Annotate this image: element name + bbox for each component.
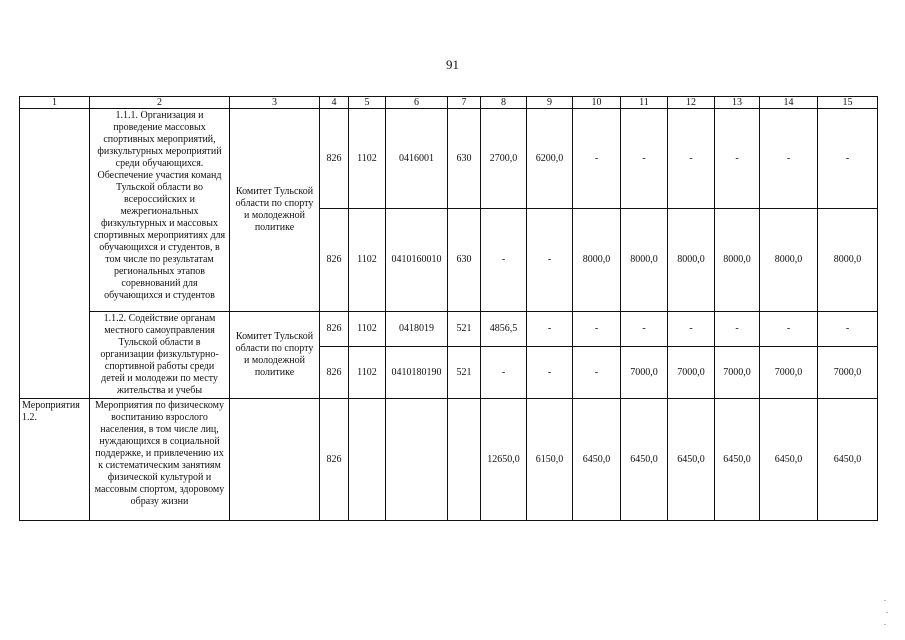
cell-c4: 826 bbox=[320, 347, 349, 399]
cell-c6: 0418019 bbox=[386, 312, 448, 347]
cell-c7: 630 bbox=[448, 109, 481, 209]
header-cell: 12 bbox=[668, 97, 715, 109]
cell-c14: 8000,0 bbox=[760, 209, 818, 312]
cell-c12: 7000,0 bbox=[668, 347, 715, 399]
cell-c6: 0410160010 bbox=[386, 209, 448, 312]
scan-artifact bbox=[886, 612, 888, 613]
scan-artifact bbox=[884, 600, 886, 601]
cell-c9: - bbox=[527, 347, 573, 399]
cell-c13: 6450,0 bbox=[715, 399, 760, 521]
header-cell: 9 bbox=[527, 97, 573, 109]
cell-c4: 826 bbox=[320, 109, 349, 209]
description-cell: Мероприятия по физическому воспитанию взрослого населения, в том числе лиц, нуждающихся в социальной поддержке, и привлечению их к систематическим занятиям физической культурой и массовым спортом, здоровому образу жизни bbox=[90, 399, 230, 521]
cell-c13: - bbox=[715, 109, 760, 209]
cell-c13: 7000,0 bbox=[715, 347, 760, 399]
cell-c15: - bbox=[818, 312, 878, 347]
cell-c6 bbox=[386, 399, 448, 521]
cell-c10: - bbox=[573, 109, 621, 209]
cell-c9: 6200,0 bbox=[527, 109, 573, 209]
cell-c8: - bbox=[481, 209, 527, 312]
page-number: 91 bbox=[446, 57, 459, 72]
cell-c4: 826 bbox=[320, 399, 349, 521]
cell-c15: 7000,0 bbox=[818, 347, 878, 399]
header-cell: 15 bbox=[818, 97, 878, 109]
executor-cell: Комитет Тульской области по спорту и молодежной политике bbox=[230, 109, 320, 312]
budget-table bbox=[19, 96, 878, 521]
executor-cell bbox=[230, 399, 320, 521]
header-cell: 5 bbox=[349, 97, 386, 109]
header-cell: 3 bbox=[230, 97, 320, 109]
event-cell-empty bbox=[20, 109, 90, 399]
cell-c14: 7000,0 bbox=[760, 347, 818, 399]
cell-c11: 7000,0 bbox=[621, 347, 668, 399]
cell-c8: 2700,0 bbox=[481, 109, 527, 209]
cell-c10: - bbox=[573, 347, 621, 399]
header-row bbox=[20, 97, 878, 109]
cell-c14: - bbox=[760, 312, 818, 347]
cell-c8: 12650,0 bbox=[481, 399, 527, 521]
cell-c5 bbox=[349, 399, 386, 521]
header-cell: 14 bbox=[760, 97, 818, 109]
table-row bbox=[20, 312, 878, 347]
cell-c15: - bbox=[818, 109, 878, 209]
table-row bbox=[20, 109, 878, 209]
cell-c14: - bbox=[760, 109, 818, 209]
table-row bbox=[20, 399, 878, 521]
header-cell: 4 bbox=[320, 97, 349, 109]
cell-c5: 1102 bbox=[349, 347, 386, 399]
cell-c10: 6450,0 bbox=[573, 399, 621, 521]
description-cell: 1.1.2. Содействие органам местного самоуправления Тульской области в организации физкультурно-спортивной работы среди детей и молодежи по месту жительства и учебы bbox=[90, 312, 230, 399]
description-cell: 1.1.1. Организация и проведение массовых спортивных мероприятий, физкультурных мероприятий среди обучающихся. Обеспечение участия команд Тульской области во всероссийских и межрегиональных физкультурных и массовых спортивных мероприятиях для обучающихся и студентов, в том числе по результатам региональных этапов соревнований для обучающихся и студентов bbox=[90, 109, 230, 312]
cell-c15: 8000,0 bbox=[818, 209, 878, 312]
cell-c4: 826 bbox=[320, 312, 349, 347]
executor-cell: Комитет Тульской области по спорту и молодежной политике bbox=[230, 312, 320, 399]
header-cell: 8 bbox=[481, 97, 527, 109]
cell-c11: 8000,0 bbox=[621, 209, 668, 312]
cell-c9: - bbox=[527, 312, 573, 347]
cell-c7 bbox=[448, 399, 481, 521]
cell-c12: - bbox=[668, 312, 715, 347]
cell-c5: 1102 bbox=[349, 209, 386, 312]
cell-c11: - bbox=[621, 312, 668, 347]
cell-c9: - bbox=[527, 209, 573, 312]
header-cell: 11 bbox=[621, 97, 668, 109]
cell-c11: - bbox=[621, 109, 668, 209]
cell-c13: 8000,0 bbox=[715, 209, 760, 312]
cell-c12: - bbox=[668, 109, 715, 209]
header-cell: 10 bbox=[573, 97, 621, 109]
scan-artifact bbox=[884, 624, 886, 625]
cell-c7: 521 bbox=[448, 312, 481, 347]
header-cell: 2 bbox=[90, 97, 230, 109]
cell-c13: - bbox=[715, 312, 760, 347]
cell-c10: - bbox=[573, 312, 621, 347]
cell-c6: 0416001 bbox=[386, 109, 448, 209]
header-cell: 1 bbox=[20, 97, 90, 109]
header-cell: 7 bbox=[448, 97, 481, 109]
cell-c10: 8000,0 bbox=[573, 209, 621, 312]
cell-c9: 6150,0 bbox=[527, 399, 573, 521]
cell-c12: 6450,0 bbox=[668, 399, 715, 521]
cell-c8: - bbox=[481, 347, 527, 399]
cell-c11: 6450,0 bbox=[621, 399, 668, 521]
cell-c7: 630 bbox=[448, 209, 481, 312]
cell-c8: 4856,5 bbox=[481, 312, 527, 347]
cell-c6: 0410180190 bbox=[386, 347, 448, 399]
cell-c4: 826 bbox=[320, 209, 349, 312]
cell-c5: 1102 bbox=[349, 109, 386, 209]
cell-c5: 1102 bbox=[349, 312, 386, 347]
cell-c14: 6450,0 bbox=[760, 399, 818, 521]
event-cell: Мероприятия 1.2. bbox=[20, 399, 90, 521]
header-cell: 6 bbox=[386, 97, 448, 109]
cell-c12: 8000,0 bbox=[668, 209, 715, 312]
cell-c7: 521 bbox=[448, 347, 481, 399]
header-cell: 13 bbox=[715, 97, 760, 109]
cell-c15: 6450,0 bbox=[818, 399, 878, 521]
